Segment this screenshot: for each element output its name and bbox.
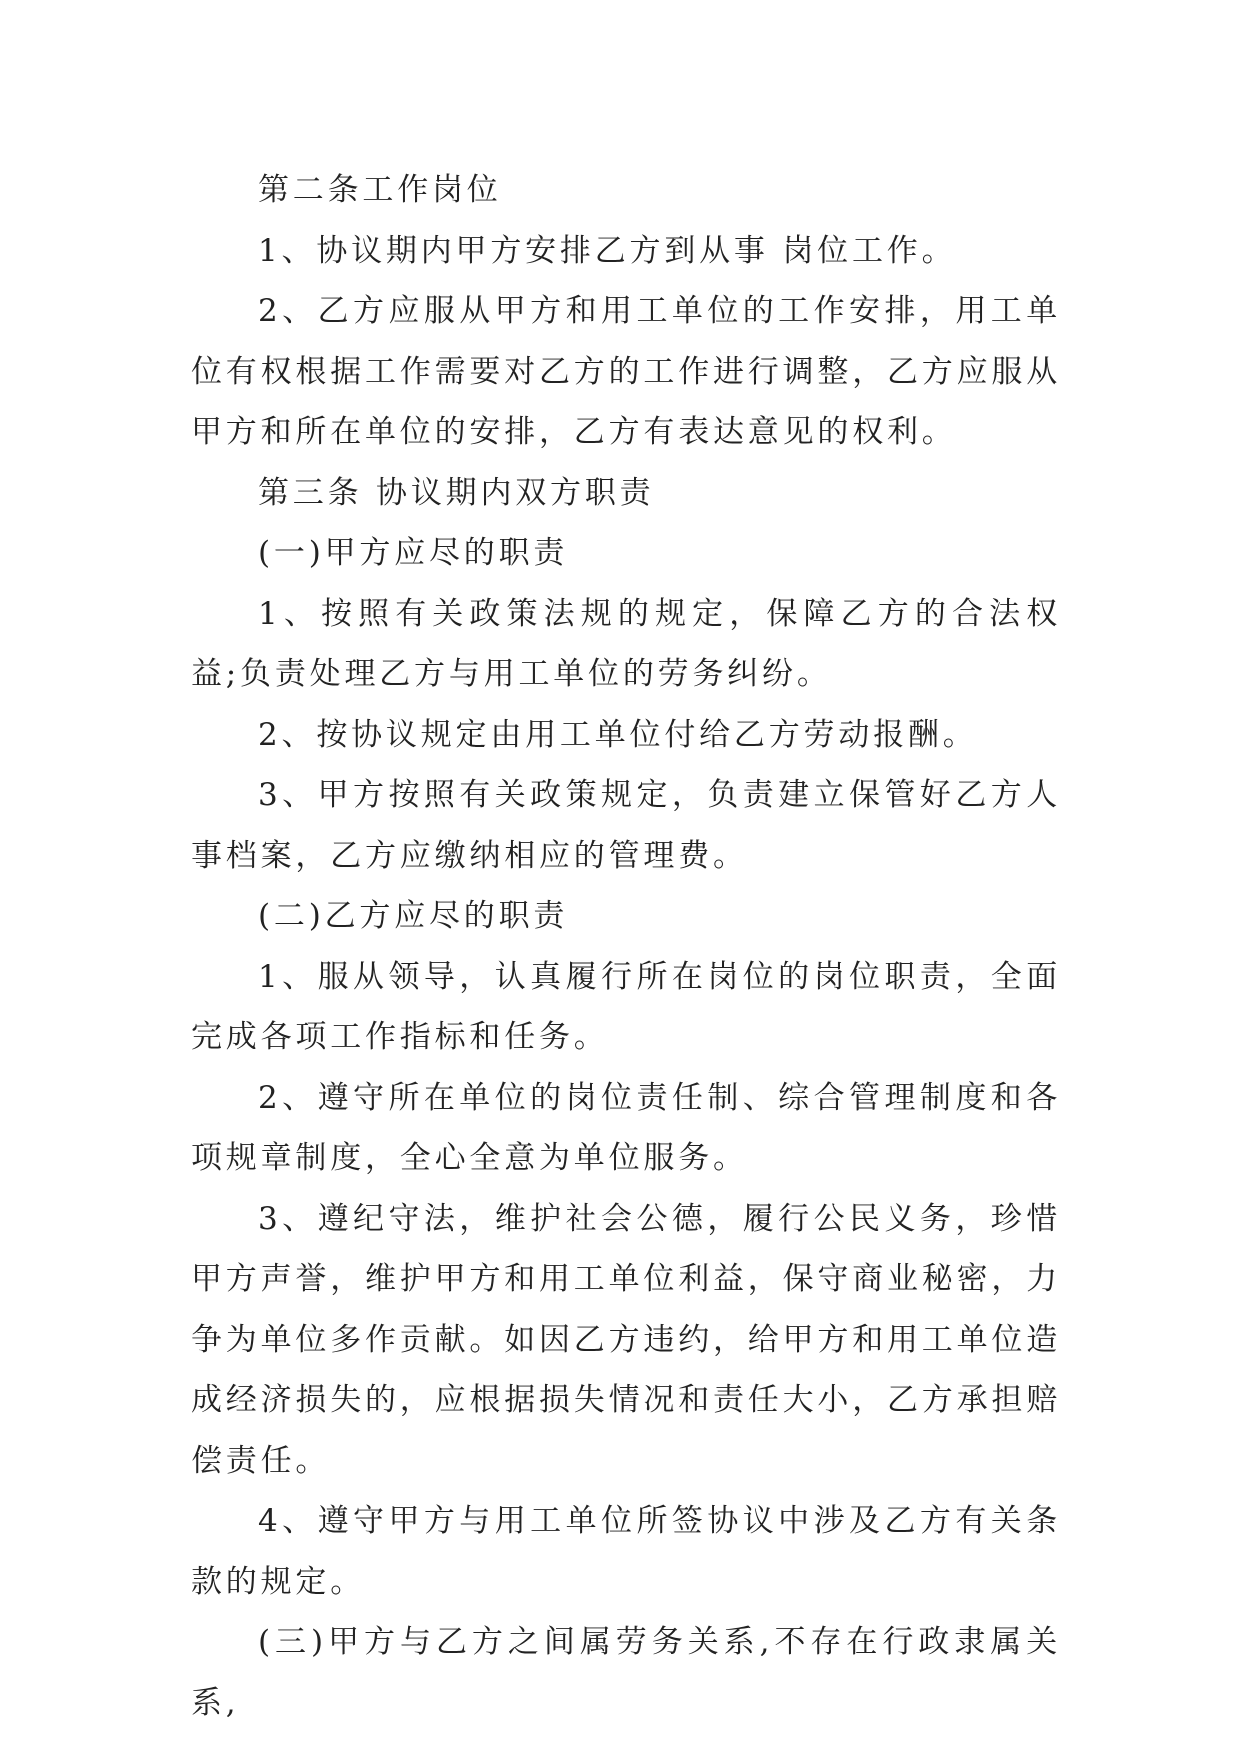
paragraph: 2、乙方应服从甲方和用工单位的工作安排，用工单位有权根据工作需要对乙方的工作进行调整，乙方应服从甲方和所在单位的安排，乙方有表达意见的权利。: [191, 293, 1061, 450]
paragraph: 3、甲方按照有关政策规定，负责建立保管好乙方人事档案，乙方应缴纳相应的管理费。: [191, 777, 1061, 874]
paragraph: 4、遵守甲方与用工单位所签协议中涉及乙方有关条款的规定。: [191, 1503, 1061, 1600]
paragraph: 1、服从领导，认真履行所在岗位的岗位职责，全面完成各项工作指标和任务。: [191, 958, 1061, 1055]
section-2-heading: (二)乙方应尽的职责: [258, 898, 569, 934]
article-3-heading: 第三条 协议期内双方职责: [258, 474, 655, 511]
paragraph: 2、按协议规定由用工单位付给乙方劳动报酬。: [258, 716, 978, 753]
section-3-paragraph: (三)甲方与乙方之间属劳务关系,不存在行政隶属关系,: [191, 1624, 1061, 1721]
paragraph: 3、遵纪守法，维护社会公德，履行公民义务，珍惜甲方声誉，维护甲方和用工单位利益，保守商业秘密，力争为单位多作贡献。如因乙方违约，给甲方和用工单位造成经济损失的，应根据损失情况和责任大小，乙方承担赔偿责任。: [191, 1200, 1061, 1479]
article-2-heading: 第二条工作岗位: [258, 172, 502, 208]
document-body: [191, 160, 1061, 1733]
paragraph: 1、协议期内甲方安排乙方到从事 岗位工作。: [258, 232, 957, 269]
paragraph: 2、遵守所在单位的岗位责任制、综合管理制度和各项规章制度，全心全意为单位服务。: [191, 1079, 1061, 1176]
section-1-heading: (一)甲方应尽的职责: [258, 535, 569, 571]
paragraph: 1、按照有关政策法规的规定，保障乙方的合法权益;负责处理乙方与用工单位的劳务纠纷。: [191, 595, 1061, 692]
